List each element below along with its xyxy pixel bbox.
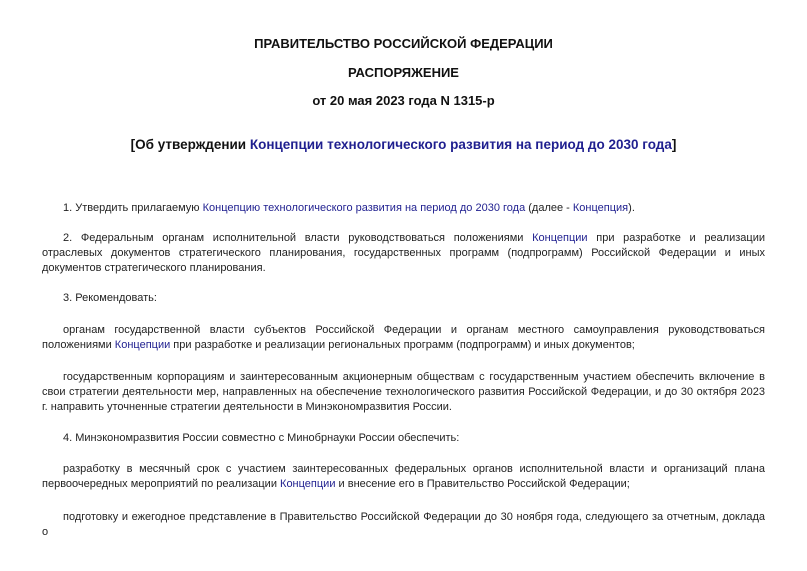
text: при разработке и реализации региональных программ (подпрограмм) и иных документов;	[170, 339, 635, 351]
paragraph-1	[42, 201, 765, 216]
paragraph-4a	[42, 462, 765, 492]
concept-link[interactable]: Концепцию технологического развития на период до 2030 года	[202, 202, 526, 214]
paragraph-2	[42, 231, 765, 276]
paragraph-3b: государственным корпорациям и заинтересованным акционерным обществам с государственным участием обеспечить включение в свои стратегии деятельности мер, направленных на обеспечение технологического развития Российской Федерации, и до 30 октября 2023 г. направить уточненные стратегии деятельности в Минэкономразвития России.	[42, 371, 765, 413]
doc-subject	[0, 137, 807, 152]
paragraph-3: 3. Рекомендовать:	[63, 292, 157, 304]
text: ).	[628, 202, 635, 214]
text: и внесение его в Правительство Российской Федерации;	[335, 478, 630, 490]
text: 2. Федеральным органам исполнительной власти руководствоваться положениями	[63, 232, 533, 244]
concept-link[interactable]: Концепции	[114, 339, 171, 351]
text: при разработке и реализации отраслевых документов стратегического планирования, государственных программ (подпрограмм) Российской Федерации и иных документов стратегического планирования.	[42, 232, 765, 274]
concept-link[interactable]: Концепции технологического развития на период до 2030 года	[249, 137, 672, 152]
paragraph-4b: подготовку и ежегодное представление в Правительство Российской Федерации до 30 ноября года, следующего за отчетным, доклада о	[42, 511, 765, 538]
subject-prefix: [Об утверждении	[130, 137, 250, 152]
doc-type: РАСПОРЯЖЕНИЕ	[348, 65, 459, 80]
text: (далее -	[525, 202, 573, 214]
text: разработку в месячный срок с участием заинтересованных федеральных органов исполнительной власти и организаций плана первоочередных мероприятий по реализации	[42, 463, 765, 490]
paragraph-4: 4. Минэкономразвития России совместно с Минобрнауки России обеспечить:	[63, 432, 460, 444]
doc-date-number: от 20 мая 2023 года N 1315-р	[312, 93, 495, 108]
subject-suffix: ]	[671, 137, 677, 152]
org-title: ПРАВИТЕЛЬСТВО РОССИЙСКОЙ ФЕДЕРАЦИИ	[254, 36, 553, 51]
text: 1. Утвердить прилагаемую	[63, 202, 203, 214]
concept-link[interactable]: Концепции	[532, 232, 588, 244]
concept-short-link[interactable]: Концепция	[572, 202, 629, 214]
concept-link[interactable]: Концепции	[280, 478, 336, 490]
text: органам государственной власти субъектов Российской Федерации и органам местного самоуправления руководствоваться положениями	[42, 324, 765, 351]
paragraph-3a	[42, 323, 765, 353]
